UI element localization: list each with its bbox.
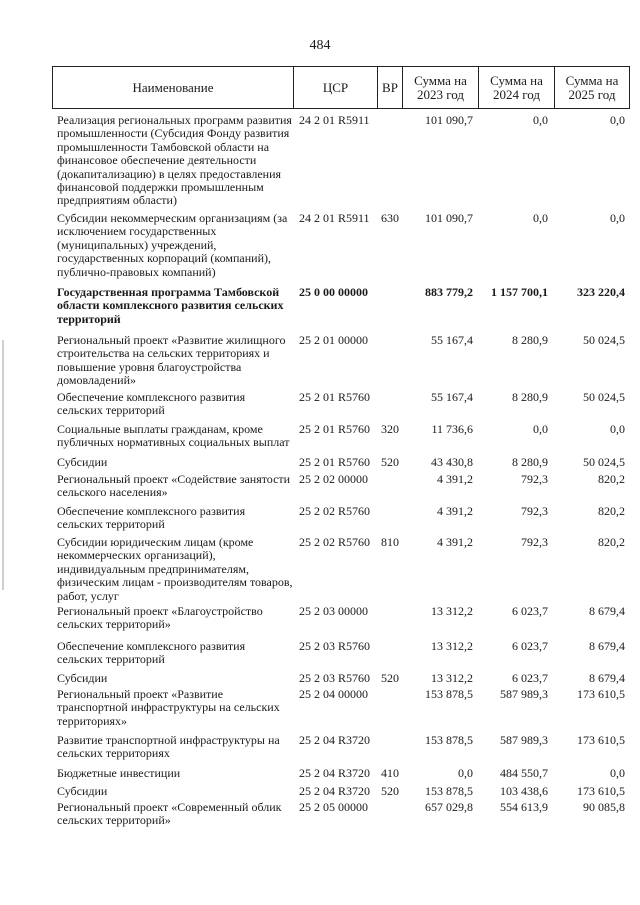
row-csr: 25 0 00 00000 — [299, 285, 368, 299]
row-sum-2023: 11 736,6 — [431, 422, 473, 436]
row-sum-2024: 6 023,7 — [512, 639, 548, 653]
row-name: Субсидии некоммерческим организациям (за исключением государственных (муниципальных) учреждений, государственных корпораций (компаний), публично-правовых компаний) — [57, 211, 288, 279]
row-sum-2025: 8 679,4 — [589, 671, 625, 685]
row-sum-2023: 13 312,2 — [431, 671, 473, 685]
row-sum-2024: 0,0 — [533, 113, 548, 127]
row-name: Обеспечение комплексного развития сельских территорий — [57, 639, 246, 667]
row-sum-2025: 0,0 — [610, 211, 625, 225]
row-sum-2023: 101 090,7 — [425, 211, 473, 225]
row-name: Региональный проект «Современный облик сельских территорий» — [57, 800, 282, 828]
row-name: Социальные выплаты гражданам, кроме публичных нормативных социальных выплат — [57, 422, 290, 450]
row-sum-2025: 8 679,4 — [589, 604, 625, 618]
row-name: Обеспечение комплексного развития сельских территорий — [57, 390, 246, 418]
row-csr: 25 2 02 00000 — [299, 472, 368, 486]
row-sum-2023: 4 391,2 — [437, 504, 473, 518]
row-csr: 24 2 01 R5911 — [299, 211, 370, 225]
row-sum-2024: 6 023,7 — [512, 604, 548, 618]
row-csr: 25 2 03 00000 — [299, 604, 368, 618]
row-csr: 25 2 03 R5760 — [299, 639, 371, 653]
row-sum-2024: 0,0 — [533, 211, 548, 225]
header-csr: ЦСР — [294, 67, 378, 108]
row-sum-2023: 4 391,2 — [437, 535, 473, 549]
row-vr: 630 — [381, 211, 399, 225]
row-sum-2023: 883 779,2 — [425, 285, 473, 299]
page-number: 484 — [309, 38, 331, 53]
row-sum-2024: 792,3 — [521, 504, 548, 518]
row-name: Региональный проект «Благоустройство сельских территорий» — [57, 604, 263, 632]
row-sum-2023: 55 167,4 — [431, 333, 473, 347]
row-sum-2025: 0,0 — [610, 422, 625, 436]
row-name: Региональный проект «Развитие жилищного строительства на сельских территориях и повышение уровня благоустройства домовладений» — [57, 333, 286, 388]
row-sum-2024: 8 280,9 — [512, 390, 548, 404]
row-sum-2025: 50 024,5 — [583, 333, 625, 347]
row-name: Бюджетные инвестиции — [57, 766, 181, 780]
row-sum-2025: 820,2 — [598, 504, 625, 518]
row-csr: 25 2 04 00000 — [299, 687, 368, 701]
row-sum-2025: 8 679,4 — [589, 639, 625, 653]
row-sum-2025: 820,2 — [598, 472, 625, 486]
header-sum-2023: Сумма на 2023 год — [403, 67, 479, 108]
row-csr: 25 2 03 R5760 — [299, 671, 371, 685]
row-vr: 520 — [381, 455, 399, 469]
row-sum-2024: 792,3 — [521, 535, 548, 549]
row-sum-2024: 0,0 — [533, 422, 548, 436]
row-name: Региональный проект «Содействие занятости сельского населения» — [57, 472, 291, 500]
row-name: Развитие транспортной инфраструктуры на сельских территориях — [57, 733, 280, 761]
row-csr: 25 2 01 R5760 — [299, 422, 371, 436]
row-sum-2025: 50 024,5 — [583, 455, 625, 469]
row-sum-2023: 153 878,5 — [425, 784, 473, 798]
row-sum-2025: 173 610,5 — [577, 687, 625, 701]
row-vr: 410 — [381, 766, 399, 780]
row-csr: 25 2 01 R5760 — [299, 455, 371, 469]
row-csr: 25 2 04 R3720 — [299, 766, 371, 780]
row-sum-2025: 323 220,4 — [577, 285, 625, 299]
row-name: Государственная программа Тамбовской области комплексного развития сельских территорий — [57, 285, 284, 326]
row-sum-2024: 8 280,9 — [512, 333, 548, 347]
row-name: Реализация региональных программ развития промышленности (Субсидия Фонду развития промышленности Тамбовской области на финансовое обеспечение деятельности (докапитализацию) в целях предоставления финансовой поддержки промышленным предприятиям области) — [57, 113, 292, 208]
margin-mark — [2, 340, 4, 590]
row-csr: 25 2 04 R3720 — [299, 733, 371, 747]
row-sum-2023: 4 391,2 — [437, 472, 473, 486]
row-sum-2023: 657 029,8 — [425, 800, 473, 814]
row-csr: 24 2 01 R5911 — [299, 113, 370, 127]
row-csr: 25 2 01 00000 — [299, 333, 368, 347]
row-sum-2024: 554 613,9 — [500, 800, 548, 814]
row-name: Субсидии — [57, 671, 108, 685]
row-name: Субсидии — [57, 455, 108, 469]
header-sum-2025: Сумма на 2025 год — [565, 72, 619, 102]
table-header — [52, 66, 630, 109]
row-sum-2025: 50 024,5 — [583, 390, 625, 404]
row-sum-2024: 103 438,6 — [500, 784, 548, 798]
row-sum-2025: 173 610,5 — [577, 784, 625, 798]
row-sum-2025: 0,0 — [610, 113, 625, 127]
row-vr: 810 — [381, 535, 399, 549]
row-sum-2023: 0,0 — [458, 766, 473, 780]
row-sum-2025: 173 610,5 — [577, 733, 625, 747]
row-csr: 25 2 01 R5760 — [299, 390, 371, 404]
header-name: Наименование — [53, 67, 294, 108]
row-sum-2025: 90 085,8 — [583, 800, 625, 814]
row-vr: 520 — [381, 784, 399, 798]
row-sum-2025: 0,0 — [610, 766, 625, 780]
row-sum-2023: 101 090,7 — [425, 113, 473, 127]
row-name: Обеспечение комплексного развития сельских территорий — [57, 504, 246, 532]
row-sum-2023: 153 878,5 — [425, 733, 473, 747]
row-sum-2024: 1 157 700,1 — [491, 285, 548, 299]
row-sum-2024: 792,3 — [521, 472, 548, 486]
row-sum-2024: 8 280,9 — [512, 455, 548, 469]
row-name: Субсидии юридическим лицам (кроме некоммерческих организаций), индивидуальным предпринимателям, физическим лицам - производителям товаров, работ, услуг — [57, 535, 293, 603]
row-name: Субсидии — [57, 784, 108, 798]
row-csr: 25 2 04 R3720 — [299, 784, 371, 798]
row-sum-2024: 587 989,3 — [500, 733, 548, 747]
row-vr: 320 — [381, 422, 399, 436]
row-sum-2024: 587 989,3 — [500, 687, 548, 701]
row-sum-2024: 484 550,7 — [500, 766, 548, 780]
header-sum-2024: Сумма на 2024 год — [479, 67, 555, 108]
row-sum-2023: 13 312,2 — [431, 604, 473, 618]
row-csr: 25 2 02 R5760 — [299, 504, 371, 518]
header-vr: ВР — [378, 67, 403, 108]
row-sum-2023: 55 167,4 — [431, 390, 473, 404]
row-csr: 25 2 05 00000 — [299, 800, 368, 814]
row-name: Региональный проект «Развитие транспортной инфраструктуры на сельских территориях» — [57, 687, 280, 728]
row-csr: 25 2 02 R5760 — [299, 535, 371, 549]
row-sum-2024: 6 023,7 — [512, 671, 548, 685]
row-sum-2023: 13 312,2 — [431, 639, 473, 653]
row-vr: 520 — [381, 671, 399, 685]
row-sum-2025: 820,2 — [598, 535, 625, 549]
row-sum-2023: 153 878,5 — [425, 687, 473, 701]
row-sum-2023: 43 430,8 — [431, 455, 473, 469]
